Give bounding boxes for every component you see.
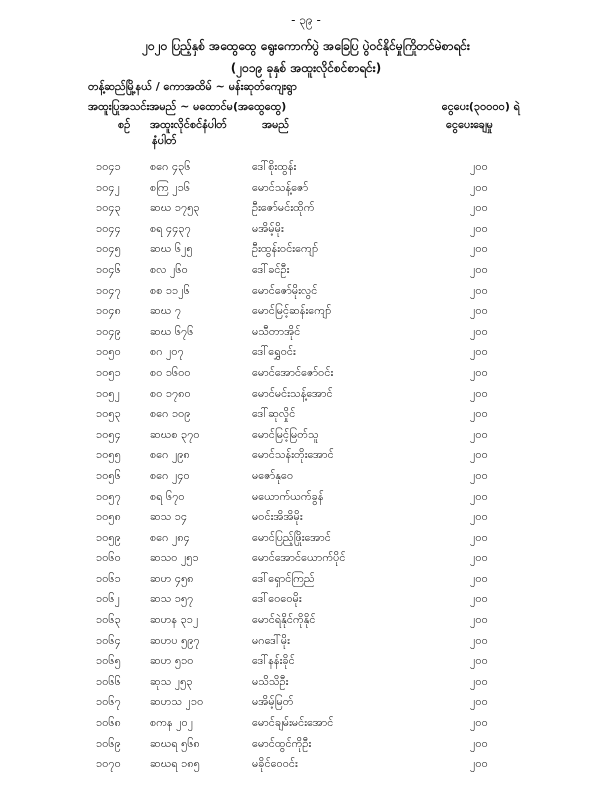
table-row (0, 675, 612, 696)
column-header-registration: အထူးလိုင်စင်နံပါတ် (150, 118, 227, 131)
person-name: မခိုင်ဝေဝင်း (252, 757, 298, 771)
registration-number: စဂေ ၂၄၀ (150, 468, 190, 482)
column-header-amount: ငွေပေးချေမှု (446, 118, 493, 131)
table-row (0, 634, 612, 655)
amount: ၂၀၀ (470, 201, 488, 215)
registration-number: ဆဃစ ၃၇၀ (150, 427, 200, 441)
table-row (0, 160, 612, 181)
person-name: မောင်ထွင်ကိုဦး (252, 736, 312, 750)
person-name: ဒေါ်ရွှေဝင်း (252, 345, 296, 359)
registration-number: စဂ ၂၀၇ (150, 345, 184, 359)
row-number: ၁၀၅၂ (96, 386, 120, 400)
table-row (0, 366, 612, 387)
table-row (0, 407, 612, 428)
amount: ၂၀၀ (470, 242, 488, 256)
table-row (0, 263, 612, 284)
registration-number: စဂေ ၁၀၉ (150, 407, 191, 421)
registration-number: စရ ၆၇၀ (150, 489, 185, 503)
amount: ၂၀၀ (470, 757, 488, 771)
row-number: ၁၀၆၀ (96, 551, 121, 565)
amount: ၂၀၀ (470, 448, 488, 462)
row-number: ၁၀၆၇ (96, 695, 121, 709)
row-number: ၁၀၅၅ (96, 448, 121, 462)
row-number: ၁၀၅၆ (96, 468, 121, 482)
registration-number: ဆသ ၁၅၇ (150, 592, 194, 606)
person-name: ဒေါ်နန်းခိုင် (252, 654, 295, 668)
table-row (0, 222, 612, 243)
column-header-no: စဉ် (118, 118, 131, 131)
row-number: ၁၀၇၀ (96, 757, 121, 771)
registration-number: ဆဃ ၁၇၅၃ (150, 201, 200, 215)
person-name: မဇော်နုဝေ (252, 468, 294, 482)
row-number: ၁၀၅၉ (96, 530, 121, 544)
row-number: ၁၀၅၃ (96, 407, 121, 421)
table-row (0, 345, 612, 366)
person-name: ဦးထွန်းဝင်းကျော် (252, 242, 319, 256)
amount: ၂၀၀ (470, 551, 488, 565)
amount: ၂၀၀ (470, 407, 488, 421)
amount: ၂၀၀ (470, 283, 488, 297)
header-category: အထူးပြုအသင်းအမည် ~ မထောင်မ(အထွေထွေ) (88, 100, 287, 113)
document-subtitle: (၂၀၁၉ ခုနှစ် အထူးလိုင်စင်စာရင်း) (230, 61, 382, 75)
person-name: မအိမ့်မိုး (252, 221, 284, 235)
table-row (0, 613, 612, 634)
amount: ၂၀၀ (470, 613, 488, 627)
amount: ၂၀၀ (470, 571, 488, 585)
amount: ၂၀၀ (470, 221, 488, 235)
person-name: မောင်သန်းတိုးအောင် (252, 448, 334, 462)
person-name: မအိမ့်မြတ် (252, 695, 294, 709)
row-number: ၁၀၆၂ (96, 592, 120, 606)
registration-number: ဆဃ ၆၂၅ (150, 242, 193, 256)
row-number: ၁၀၅၀ (96, 345, 121, 359)
person-name: မောင်အောင်ယောက်ပိုင် (252, 551, 346, 565)
registration-number: ဆဟ ၄၅၈ (150, 571, 194, 585)
row-number: ၁၀၄၄ (96, 221, 121, 235)
registration-number: ဆသဝ ၂၅၁ (150, 551, 199, 565)
table-row (0, 531, 612, 552)
row-number: ၁၀၄၇ (96, 283, 121, 297)
person-name: မောင်အောင်ဇော်ဝင်း (252, 365, 334, 379)
row-number: ၁၀၄၃ (96, 201, 121, 215)
row-number: ၁၀၆၁ (96, 571, 121, 585)
person-name: ဒေါ်ခင်ဦး (252, 262, 290, 276)
person-name: ဒေါ်ဆုလှိုင် (252, 407, 296, 421)
row-number: ၁၀၅၄ (96, 427, 121, 441)
table-row (0, 490, 612, 511)
amount: ၂၀၀ (470, 633, 488, 647)
registration-number: ဆဟန ၃၁၂ (150, 613, 199, 627)
table-row (0, 572, 612, 593)
registration-number: ဆဃရ ၁၈၅ (150, 757, 200, 771)
amount: ၂၀၀ (470, 304, 488, 318)
registration-number: စဝ ၁၆၀၀ (150, 365, 191, 379)
location-line: တန့်ဆည်မြို့နယ် / ကောအထိမ် ~ မန်းဆုတ်ကျေးရွာ (88, 80, 297, 93)
amount: ၂၀၀ (470, 386, 488, 400)
amount: ၂၀၀ (470, 468, 488, 482)
row-number: ၁၀၆၉ (96, 736, 121, 750)
table-row (0, 284, 612, 305)
registration-number: ဆဃရ ၅၆၈ (150, 736, 200, 750)
row-number: ၁၀၆၄ (96, 633, 121, 647)
person-name: မောင်မြင့်မြတ်သူ (252, 427, 319, 441)
amount: ၂၀၀ (470, 324, 488, 338)
table-row (0, 469, 612, 490)
table-row (0, 304, 612, 325)
table-row (0, 716, 612, 737)
person-name: ဦးဇော်မင်းထိုက် (252, 201, 315, 215)
person-name: ဒေါ်ရှောင်ကြည် (252, 571, 315, 585)
table-row (0, 695, 612, 716)
row-number: ၁၀၄၉ (96, 324, 121, 338)
registration-number: စရ ၄၄၃၇ (150, 221, 191, 235)
person-name: ဒေါ်ဝေဝေမိုး (252, 592, 302, 606)
amount: ၂၀၀ (470, 262, 488, 276)
person-name: မောင်ပြည့်ဖြိုးအောင် (252, 530, 331, 544)
table-row (0, 592, 612, 613)
column-header-registration-sub: နံပါတ် (152, 134, 177, 147)
person-name: မသီတာအိုင် (252, 324, 301, 338)
person-name: မသိသိဦး (252, 674, 289, 688)
person-name: မောင်ဇော်မိုးလွင် (252, 283, 318, 297)
table-row (0, 654, 612, 675)
record-table (0, 160, 612, 778)
amount: ၂၀၀ (470, 180, 488, 194)
person-name: မောင်သန့်ဇော် (252, 180, 309, 194)
registration-number: စဂေ ၂၈၄ (150, 530, 190, 544)
amount: ၂၀၀ (470, 695, 488, 709)
amount: ၂၀၀ (470, 160, 488, 173)
page-number: - ၃၉ - (291, 13, 321, 27)
table-row (0, 448, 612, 469)
registration-number: ဆသ ၁၄ (150, 510, 188, 524)
table-row (0, 387, 612, 408)
amount: ၂၀၀ (470, 365, 488, 379)
amount: ၂၀၀ (470, 510, 488, 524)
table-row (0, 510, 612, 531)
registration-number: ဆဟပ ၅၉၇ (150, 633, 200, 647)
document-title: ၂၀၂၀ ပြည့်နှစ် အထွေထွေ ရွေးကောက်ပွဲ အခြေပြ ပွဲဝင်နိုင်မှုကြိုတင်မဲစာရင်း (142, 39, 470, 53)
amount: ၂၀၀ (470, 530, 488, 544)
registration-number: စလ ၂၆၀ (150, 262, 188, 276)
person-name: မယောက်ယက်ခွန် (252, 489, 324, 503)
row-number: ၁၀၆၃ (96, 613, 121, 627)
table-row (0, 428, 612, 449)
amount: ၂၀၀ (470, 674, 488, 688)
amount: ၂၀၀ (470, 592, 488, 606)
registration-number: စကြ ၂၁၆ (150, 180, 191, 194)
registration-number: ဆဃ ၇ (150, 304, 182, 318)
row-number: ၁၀၄၁ (96, 160, 121, 173)
amount: ၂၀၀ (470, 716, 488, 730)
table-row (0, 181, 612, 202)
registration-number: ဆဟသ ၂၁၀ (150, 695, 204, 709)
person-name: မဝင်းအိအိမိုး (252, 510, 303, 524)
person-name: မောင်မင်းသန့်အောင် (252, 386, 333, 400)
registration-number: ဆုသ ၂၅၃ (150, 674, 193, 688)
amount: ၂၀၀ (470, 736, 488, 750)
row-number: ၁၀၅၈ (96, 510, 121, 524)
table-row (0, 551, 612, 572)
row-number: ၁၀၆၅ (96, 654, 121, 668)
registration-number: စဝ ၁၇၈၀ (150, 386, 191, 400)
amount: ၂၀၀ (470, 489, 488, 503)
table-row (0, 737, 612, 758)
header-fee: ငွေပေး(၃၀၀၀၀) ရဲ (441, 100, 520, 113)
registration-number: စဂေ ၄၃၆ (150, 160, 191, 173)
amount: ၂၀၀ (470, 345, 488, 359)
table-row (0, 242, 612, 263)
amount: ၂၀၀ (470, 427, 488, 441)
row-number: ၁၀၆၆ (96, 674, 121, 688)
person-name: မဂဒေါ်မိုး (252, 633, 290, 647)
person-name: မောင်မြင့်ဆန်းကျော် (252, 304, 332, 318)
row-number: ၁၀၅၇ (96, 489, 121, 503)
registration-number: စဂေ ၂၉၈ (150, 448, 190, 462)
registration-number: စကန ၂၀၂ (150, 716, 194, 730)
table-row (0, 757, 612, 778)
registration-number: ဆဃ ၆၇၆ (150, 324, 194, 338)
person-name: မောင်ချမ်းမင်းအောင် (252, 716, 334, 730)
registration-number: စစ ၁၁၂၆ (150, 283, 190, 297)
person-name: ဒေါ်စိုးထွန်း (252, 160, 297, 173)
row-number: ၁၀၄၆ (96, 262, 121, 276)
row-number: ၁၀၄၈ (96, 304, 121, 318)
row-number: ၁၀၅၁ (96, 365, 121, 379)
amount: ၂၀၀ (470, 654, 488, 668)
registration-number: ဆဟ ၅၁၀ (150, 654, 194, 668)
table-row (0, 201, 612, 222)
row-number: ၁၀၄၅ (96, 242, 121, 256)
table-row (0, 325, 612, 346)
row-number: ၁၀၆၈ (96, 716, 121, 730)
column-header-name: အမည် (262, 118, 290, 131)
person-name: မောင်ရဲနိုင်ကိုနိုင် (252, 613, 316, 627)
row-number: ၁၀၄၂ (96, 180, 120, 194)
